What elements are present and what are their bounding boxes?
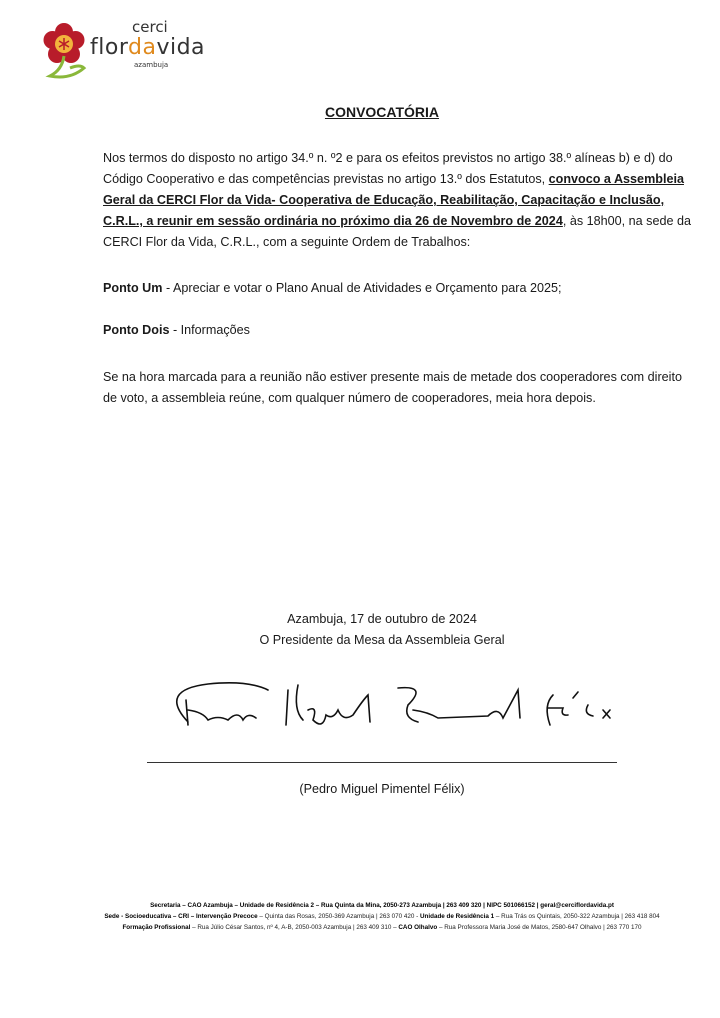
- signature-line: [147, 762, 617, 763]
- logo-wordmark: [90, 20, 240, 86]
- logo-flordavida: flordavida: [90, 35, 206, 60]
- logo-azambuja: azambuja: [134, 61, 169, 69]
- signatory-name: (Pedro Miguel Pimentel Félix): [299, 782, 465, 796]
- page-title: CONVOCATÓRIA: [324, 104, 440, 120]
- handwritten-signature: [148, 670, 628, 740]
- footer-line: Secretaria – CAO Azambuja – Unidade de Residência 2 – Rua Quinta da Mina, 2050-273 Azambuja | 263 409 320 | NIPC 501066152 | geral@cerciflordavida.pt: [150, 902, 614, 909]
- footer-line: Sede - Socioeducativa – CRI – Intervenção Precoce – Quinta das Rosas, 2050-369 Azambuja | 263 070 420 - Unidade de Residência 1 – Rua Trás os Quintais, 2050-322 Azambuja | 263 418 804: [104, 913, 660, 920]
- flower-icon: [40, 20, 92, 82]
- intro-paragraph: Nos termos do disposto no artigo 34.º n. º2 e para os efeitos previstos no artigo 38.º alíneas b) e d) do Código Cooperativo e das competências previstas no artigo 13.º dos Estatutos, convoco a Assembleia Geral da CERCI Flor da Vida- Cooperativa de Educação, Reabilitação, Capacitação e Inclusão, C.R.L., a reunir em sessão ordinária no próximo dia 26 de Novembro de 2024, às 18h00, na sede da CERCI Flor da Vida, C.R.L., com a seguinte Ordem de Trabalhos:: [103, 151, 691, 249]
- signatory-role: O Presidente da Mesa da Assembleia Geral: [259, 633, 505, 647]
- agenda-item: Ponto Dois - Informações: [103, 323, 250, 337]
- cerci-logo: [40, 20, 240, 86]
- agenda-item: Ponto Um - Apreciar e votar o Plano Anual de Atividades e Orçamento para 2025;: [103, 281, 562, 295]
- closing-paragraph: Se na hora marcada para a reunião não estiver presente mais de metade dos cooperadores com direito de voto, a assembleia reúne, com qualquer número de cooperadores, meia hora depois.: [103, 370, 682, 405]
- place-date: Azambuja, 17 de outubro de 2024: [287, 612, 477, 626]
- logo-cerci: cerci: [132, 18, 168, 36]
- footer-line: Formação Profissional – Rua Júlio César Santos, nº 4, A-B, 2050-003 Azambuja | 263 409 310 – CAO Olhalvo – Rua Professora Maria José de Matos, 2580-647 Olhalvo | 263 770 170: [122, 924, 642, 931]
